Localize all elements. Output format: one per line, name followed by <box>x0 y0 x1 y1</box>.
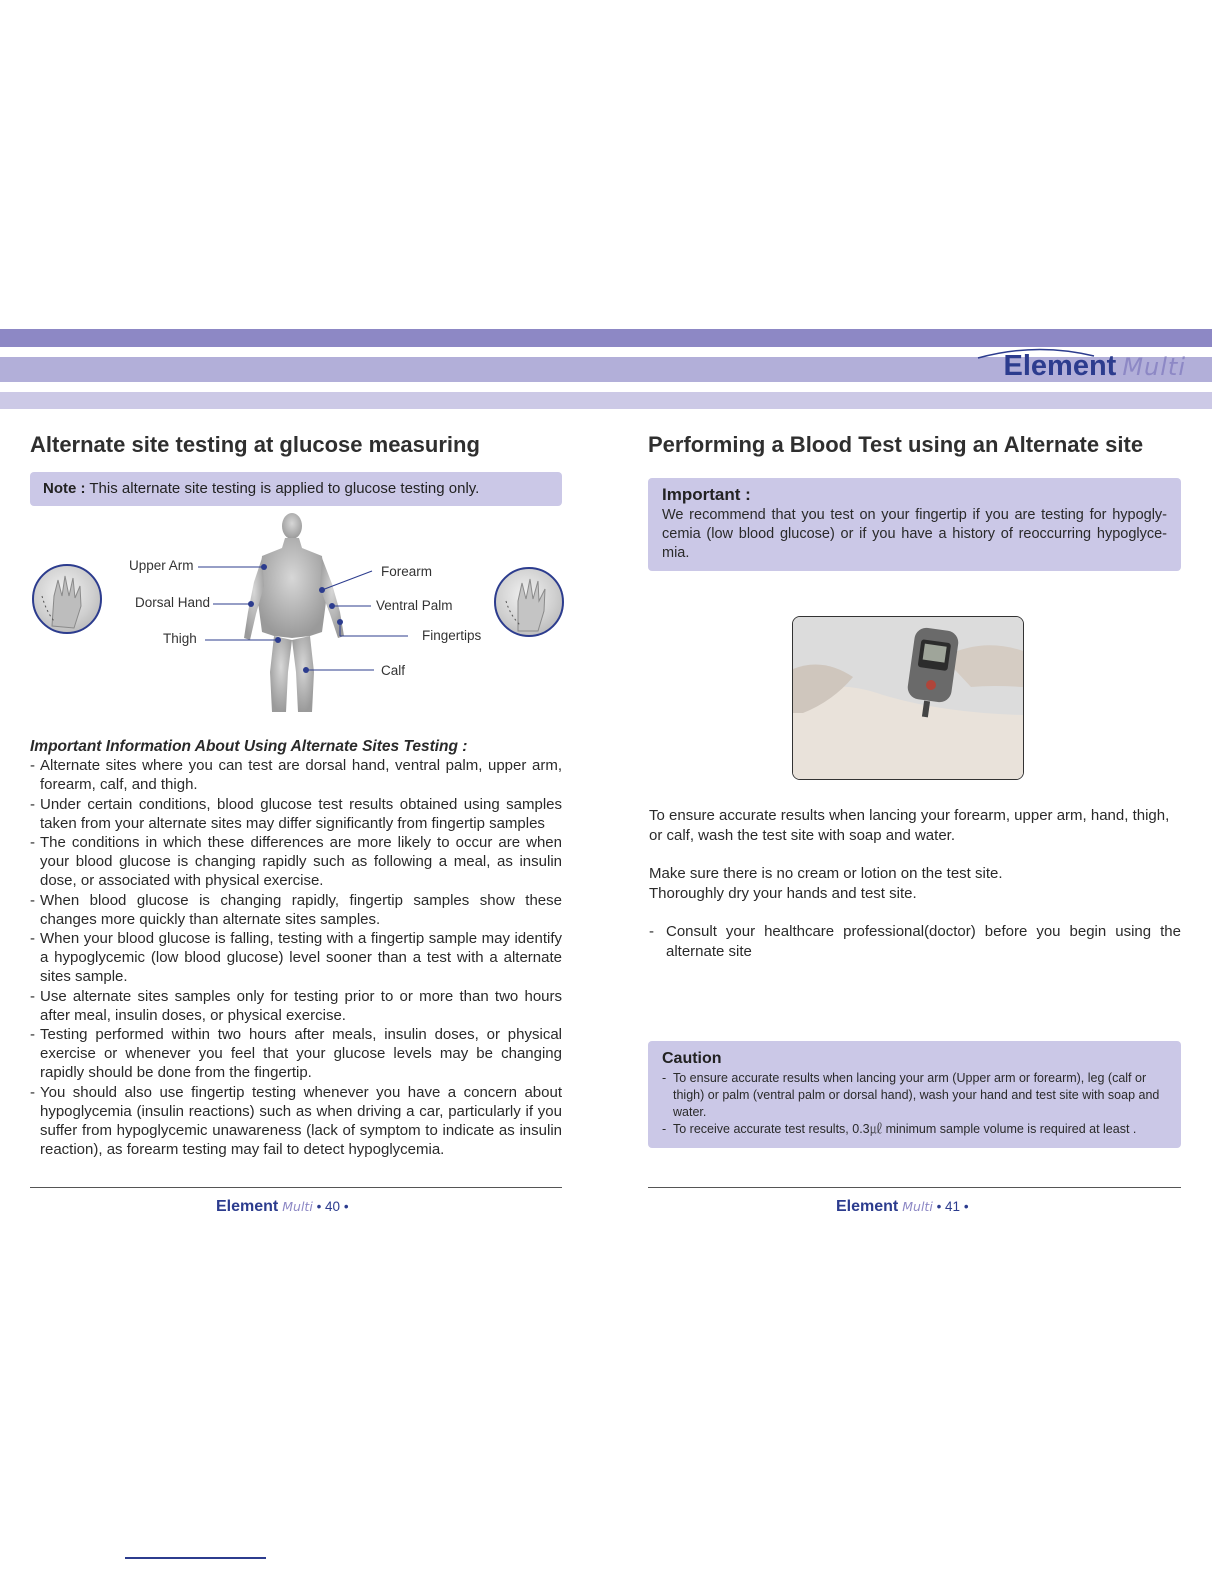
right-footer: Element Multi • 41 • <box>836 1198 969 1215</box>
info-list <box>30 756 562 1159</box>
label-dorsal-hand: Dorsal Hand <box>135 595 211 610</box>
important-text: We recommend that you test on your fingertip if you are testing for hypogly-cemia (low blood glucose) or if you have a history of reoccurring hypoglyce-mia. <box>662 507 1167 561</box>
footer-brand-model: Multi <box>902 1199 933 1214</box>
important-box <box>648 478 1181 571</box>
label-ventral-palm: Ventral Palm <box>376 598 453 613</box>
caution-list <box>648 1068 1181 1138</box>
left-page-title: Alternate site testing at glucose measuring <box>30 432 480 457</box>
right-page-number: 41 <box>945 1199 961 1214</box>
header-band-top <box>0 329 1212 347</box>
important-info-section <box>30 737 562 1159</box>
right-footer-rule <box>648 1187 1181 1188</box>
bottom-decorative-line <box>125 1557 266 1559</box>
wash-site-paragraph: To ensure accurate results when lancing your forearm, upper arm, hand, thigh, or calf, wash the test site with soap and water. <box>649 807 1170 844</box>
label-forearm: Forearm <box>381 564 433 579</box>
note-box <box>30 472 562 506</box>
header-band-bottom <box>0 392 1212 409</box>
label-thigh: Thigh <box>163 631 197 646</box>
note-label: Note : <box>43 480 86 497</box>
caution-box <box>648 1041 1181 1148</box>
right-page-title: Performing a Blood Test using an Alternate site <box>648 432 1144 457</box>
consult-text: Consult your healthcare professional(doctor) before you begin using the alternate site <box>666 923 1181 960</box>
no-cream-line: Make sure there is no cream or lotion on the test site. <box>649 865 1003 882</box>
caution-heading: Caution <box>662 1050 722 1067</box>
forearm-testing-photo <box>792 616 1024 780</box>
important-heading: Important : <box>662 485 751 504</box>
info-item: - You should also use fingertip testing whenever you have a concern about hypoglycemia (insulin reactions) such as when driving a car, particularly if you suffer from hypoglycemic unawareness (lack of symptom to indicate as insulin reaction), as forearm testing may fail to detect hypoglycemia. <box>30 1083 562 1160</box>
brand-model: Multi <box>1122 353 1186 381</box>
body-site-figure <box>30 512 570 722</box>
label-calf: Calf <box>381 663 406 678</box>
caution-item: - To receive accurate test results, 0.3㎕ minimum sample volume is required at least . <box>662 1121 1169 1138</box>
label-upper-arm: Upper Arm <box>129 558 194 573</box>
info-item: - Under certain conditions, blood glucose test results obtained using samples taken from your alternate sites may differ significantly from fingertip samples <box>30 795 562 833</box>
info-item: - When your blood glucose is falling, testing with a fingertip sample may identify a hypoglycemic (low blood glucose) level sooner than a test with a alternate sites sample. <box>30 929 562 987</box>
info-item: - When blood glucose is changing rapidly, fingertip samples show these changes more quickly than alternate sites samples. <box>30 891 562 929</box>
left-page-number: 40 <box>325 1199 341 1214</box>
info-heading: Important Information About Using Alternate Sites Testing : <box>30 738 468 755</box>
info-item: - Alternate sites where you can test are dorsal hand, ventral palm, upper arm, forearm, calf, and thigh. <box>30 756 562 794</box>
caution-item: - To ensure accurate results when lancing your arm (Upper arm or forearm), leg (calf or thigh) or palm (ventral palm or dorsal hand), wash your hand and test site with soap and water. <box>662 1070 1169 1121</box>
header-brand-logo <box>1004 350 1187 383</box>
footer-brand-name: Element <box>216 1198 279 1215</box>
left-footer-rule <box>30 1187 562 1188</box>
info-item: - Use alternate sites samples only for testing prior to or more than two hours after meal, insulin doses, or physical exercise. <box>30 987 562 1025</box>
human-body-illustration <box>30 512 570 722</box>
info-item: - Testing performed within two hours after meals, insulin doses, or physical exercise or whenever you feel that your glucose levels may be changing rapidly should be done from the fingertip. <box>30 1025 562 1083</box>
brand-name: Element <box>1003 350 1117 382</box>
footer-brand-model: Multi <box>282 1199 313 1214</box>
consult-item: - Consult your healthcare professional(doctor) before you begin using the alternate site <box>649 923 1181 960</box>
footer-brand-name: Element <box>836 1198 899 1215</box>
dry-hands-line: Thoroughly dry your hands and test site. <box>649 885 917 902</box>
label-fingertips: Fingertips <box>422 628 482 643</box>
note-text: This alternate site testing is applied to glucose testing only. <box>85 480 480 497</box>
info-item: - The conditions in which these differences are more likely to occur are when your blood glucose is changing rapidly such as following a meal, as insulin dose, or associated with physical exercise. <box>30 833 562 891</box>
left-footer: Element Multi • 40 • <box>216 1198 349 1215</box>
